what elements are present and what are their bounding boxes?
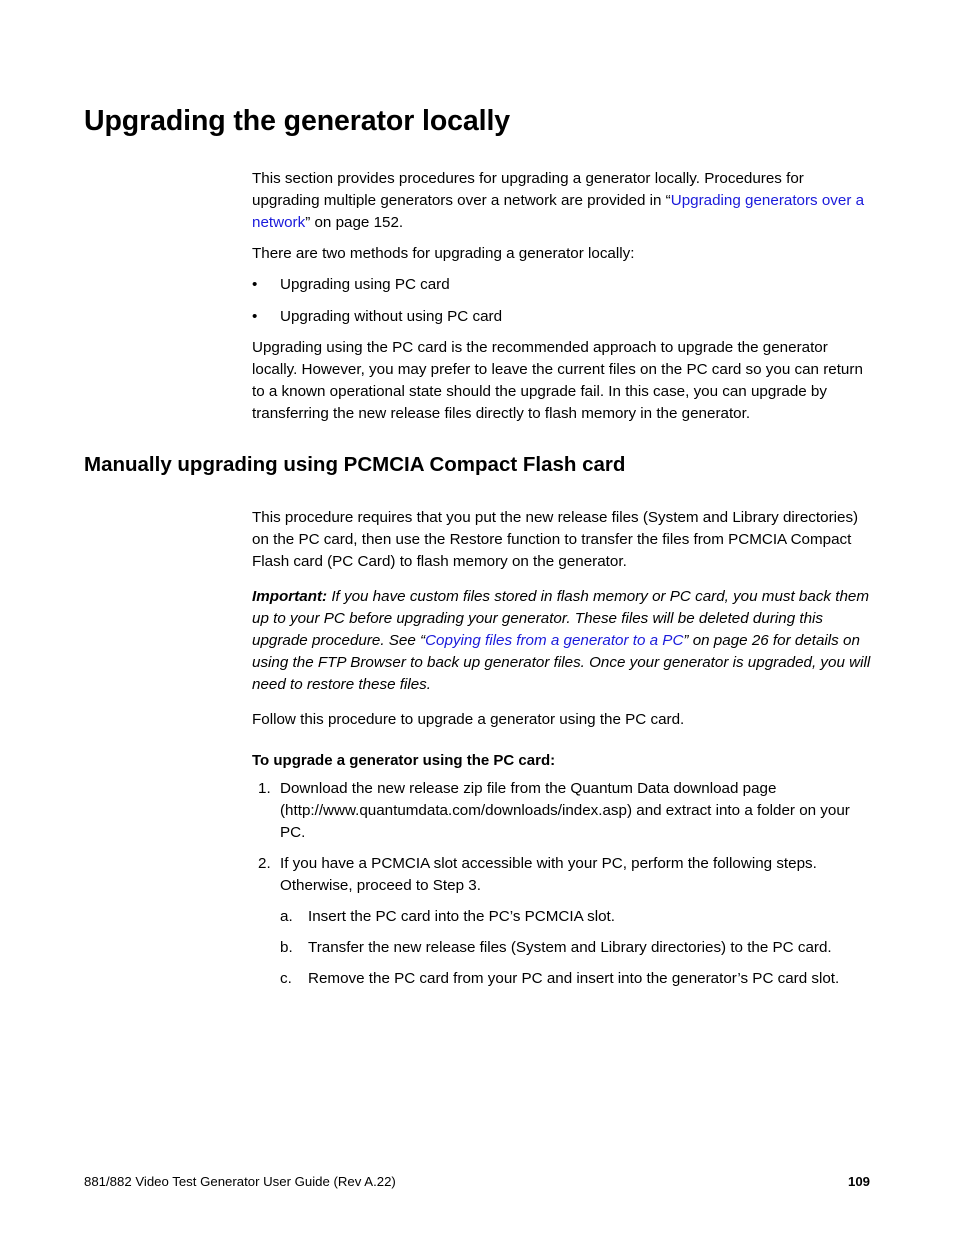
step-number: 2. bbox=[258, 855, 271, 872]
bullet-glyph: • bbox=[252, 276, 258, 293]
substep-text: Remove the PC card from your PC and insert into the generator’s PC card slot. bbox=[308, 970, 840, 987]
substep-text: Insert the PC card into the PC’s PCMCIA slot. bbox=[308, 908, 615, 925]
intro-paragraph bbox=[252, 168, 872, 234]
step-text: If you have a PCMCIA slot accessible with your PC, perform the following steps. Otherwise, proceed to Step 3. bbox=[280, 855, 817, 894]
recommend-text: Upgrading using the PC card is the recommended approach to upgrade the generator locally. However, you may prefer to leave the current files on the PC card so you can return to a known operational state should the upgrade fail. In this case, you can upgrade by transferring the new release files directly to flash memory in the generator. bbox=[252, 339, 863, 422]
step-number: 1. bbox=[258, 780, 271, 797]
bullet-glyph: • bbox=[252, 308, 258, 325]
important-note bbox=[252, 586, 872, 696]
important-text-end: ” on page 26 for details on using the FTP Browser to back up generator files. Once your generator is upgraded, you will need to restore these files. bbox=[252, 632, 871, 693]
substep-letter: a. bbox=[280, 908, 293, 925]
substep-text: Transfer the new release files (System and Library directories) to the PC card. bbox=[308, 939, 832, 956]
important-label: Important: bbox=[252, 588, 328, 605]
procedure-intro-text: This procedure requires that you put the new release files (System and Library directories) on the PC card, then use the Restore function to transfer the files from PCMCIA Compact Flash card (PC Card) to flash memory on the generator. bbox=[252, 509, 859, 570]
link-copying-files[interactable]: Copying files from a generator to a PC bbox=[425, 632, 684, 649]
page-number: 109 bbox=[847, 1174, 870, 1189]
substep-letter: c. bbox=[280, 970, 292, 987]
intro-text-start: This section provides procedures for upgrading a generator locally. Procedures for upgrading multiple generators over a network are provided in “ bbox=[252, 170, 804, 209]
procedure-heading: To upgrade a generator using the PC card: bbox=[252, 752, 556, 769]
page-heading: Upgrading the generator locally bbox=[84, 105, 511, 137]
follow-paragraph bbox=[252, 709, 872, 731]
methods-intro bbox=[252, 243, 872, 265]
substep-letter: b. bbox=[280, 939, 293, 956]
footer-title: 881/882 Video Test Generator User Guide (Rev A.22) bbox=[84, 1174, 396, 1189]
section-subheading: Manually upgrading using PCMCIA Compact Flash card bbox=[84, 453, 626, 476]
step-text: Download the new release zip file from the Quantum Data download page (http://www.quantumdata.com/downloads/index.asp) and extract into a folder on your PC. bbox=[280, 780, 850, 841]
recommend-paragraph bbox=[252, 337, 872, 425]
link-upgrading-over-network[interactable]: Upgrading generators over a network bbox=[252, 192, 865, 231]
intro-text-end: ” on page 152. bbox=[305, 214, 404, 231]
procedure-intro bbox=[252, 507, 872, 573]
list-item-text: Upgrading without using PC card bbox=[280, 308, 503, 325]
follow-text: Follow this procedure to upgrade a generator using the PC card. bbox=[252, 711, 685, 728]
list-item-text: Upgrading using PC card bbox=[280, 276, 450, 293]
important-text-start: If you have custom files stored in flash memory or PC card, you must back them up to your PC before upgrading your generator. These files will be deleted during this upgrade procedure. See “ bbox=[252, 588, 869, 649]
methods-intro-text: There are two methods for upgrading a generator locally: bbox=[252, 245, 635, 262]
